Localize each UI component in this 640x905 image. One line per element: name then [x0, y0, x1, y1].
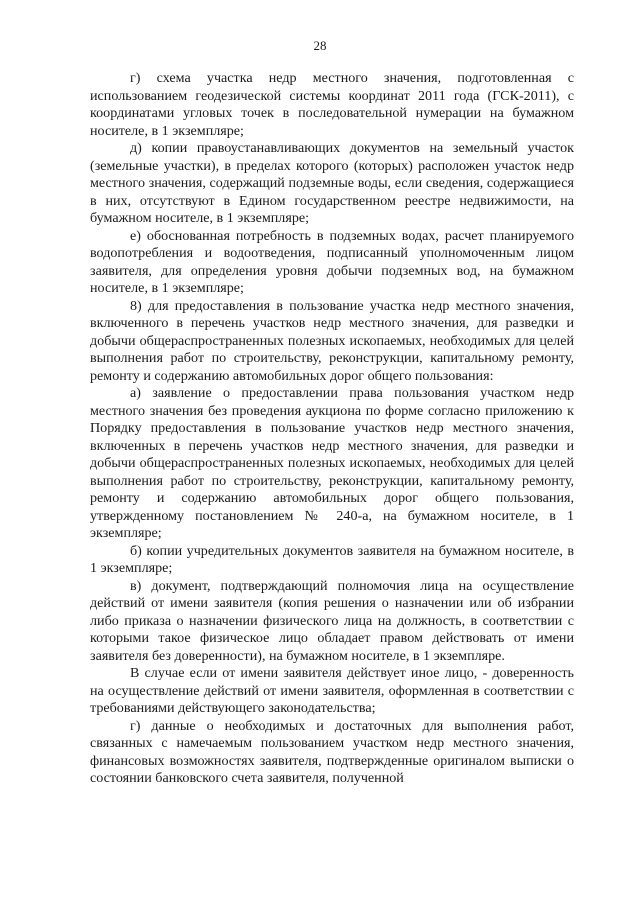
document-body — [90, 70, 574, 788]
paragraph-section-8: 8) для предоставления в пользование участка недр местного значения, включенного в перечень участков недр местного значения, для разведки и добычи общераспространенных полезных ископаемых, необходимых для целей выполнения работ по строительству, реконструкции, капитальному ремонту, ремонту и содержанию автомобильных дорог общего пользования: — [90, 297, 574, 384]
paragraph-item-g-scheme: г) схема участка недр местного значения, подготовленная с использованием геодезической системы координат 2011 года (ГСК-2011), с координатами угловых точек в последовательной нумерации на бумажном носителе, в 1 экземпляре; — [90, 70, 574, 139]
paragraph-item-a-application: а) заявление о предоставлении права пользования участком недр местного значения без проведения аукциона по форме согласно приложению к Порядку предоставления в пользование участков недр местного значения, включенных в перечень участков недр местного значения, для разведки и добычи общераспространенных полезных ископаемых, необходимых для целей выполнения работ по строительству, реконструкции, капитальному ремонту, ремонту и содержанию автомобильных дорог общего пользования, утвержденному постановлением № 240-а, на бумажном носителе, в 1 экземпляре; — [90, 385, 574, 541]
paragraph-item-v-authority-document: в) документ, подтверждающий полномочия лица на осуществление действий от имени заявителя (копия решения о назначении или об избрании либо приказа о назначении физического лица на должность, в соответствии с которыми такое физическое лицо обладает правом действовать от имени заявителя без доверенности), на бумажном носителе, в 1 экземпляре. — [90, 577, 574, 664]
page-number: 28 — [313, 38, 327, 53]
paragraph-power-of-attorney: В случае если от имени заявителя действует иное лицо, - доверенность на осуществление действий от имени заявителя, оформленная в соответствии с требованиями действующего законодательства; — [90, 665, 574, 716]
paragraph-item-d-land-documents: д) копии правоустанавливающих документов на земельный участок (земельные участки), в пределах которого (которых) расположен участок недр местного значения, содержащий подземные воды, если сведения, содержащиеся в них, отсутствуют в Едином государственном реестре недвижимости, на бумажном носителе, в 1 экземпляре; — [90, 140, 574, 226]
paragraph-item-e-water-need: е) обоснованная потребность в подземных водах, расчет планируемого водопотребления и водоотведения, подписанный уполномоченным лицом заявителя, для определения уровня добычи подземных вод, на бумажном носителе, в 1 экземпляре; — [90, 227, 574, 296]
paragraph-item-g-financial-data: г) данные о необходимых и достаточных для выполнения работ, связанных с намечаемым пользованием участком недр местного значения, финансовых возможностях заявителя, подтвержденные оригиналом выписки о состоянии банковского счета заявителя, полученной — [90, 717, 574, 786]
paragraph-item-b-founding-documents: б) копии учредительных документов заявителя на бумажном носителе, в 1 экземпляре; — [90, 542, 574, 576]
